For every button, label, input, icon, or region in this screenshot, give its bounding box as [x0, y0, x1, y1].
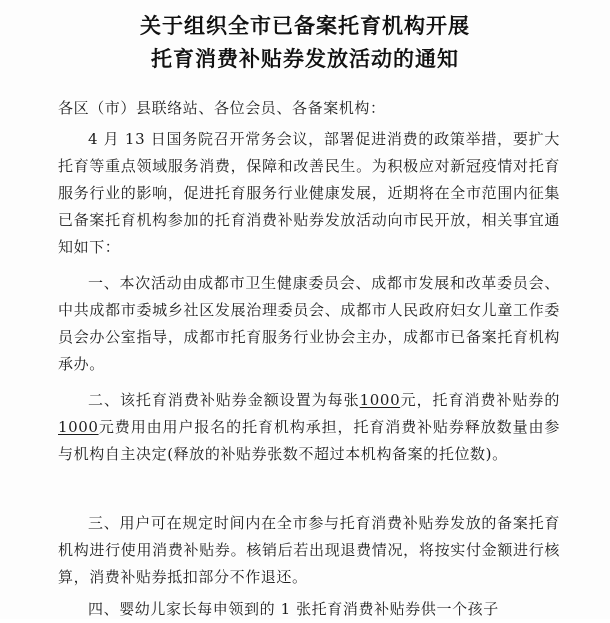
paragraph-item-4: 四、婴幼儿家长每申领到的 1 张托育消费补贴券供一个孩子: [88, 600, 499, 618]
amount-underlined-1: 1000: [359, 391, 401, 409]
item-2-text-c: 元费用由用户报名的托育机构承担，托育消费补贴券释放数量由参与机构自主决定(释放的补贴券张数不超过本机构备案的托位数)。: [58, 418, 560, 463]
amount-underlined-2: 1000: [58, 418, 99, 436]
paragraph-item-3: 三、用户可在规定时间内在全市参与托育消费补贴券发放的备案托育机构进行使用消费补贴券。核销后若出现退费情况，将按实付金额进行核算，消费补贴券抵扣部分不作退还。: [58, 514, 560, 586]
paragraph-intro: 4 月 13 日国务院召开常务会议，部署促进消费的政策举措，要扩大托育等重点领域服务消费，保障和改善民生。为积极应对新冠疫情对托育服务行业的影响，促进托育服务行业健康发展，近期将在全市范围内征集已备案托育机构参加的托育消费补贴券发放活动向市民开放，相关事宜通知如下：: [58, 130, 560, 256]
paragraph-item-2: [58, 387, 560, 468]
document-title-line-2: 托育消费补贴券发放活动的通知: [151, 47, 459, 71]
item-2-text-b: 元，托育消费补贴券的: [400, 391, 560, 409]
paragraph-item-1: 一、本次活动由成都市卫生健康委员会、成都市发展和改革委员会、中共成都市委城乡社区发展治理委员会、成都市人民政府妇女儿童工作委员会办公室指导，成都市托育服务行业协会主办，成都市已备案托育机构承办。: [58, 274, 560, 373]
salutation: 各区（市）县联络站、各位会员、各备案机构：: [58, 99, 386, 117]
document-title-line-1: 关于组织全市已备案托育机构开展: [140, 14, 470, 38]
item-2-text-a: 二、该托育消费补贴券金额设置为每张: [88, 391, 360, 409]
